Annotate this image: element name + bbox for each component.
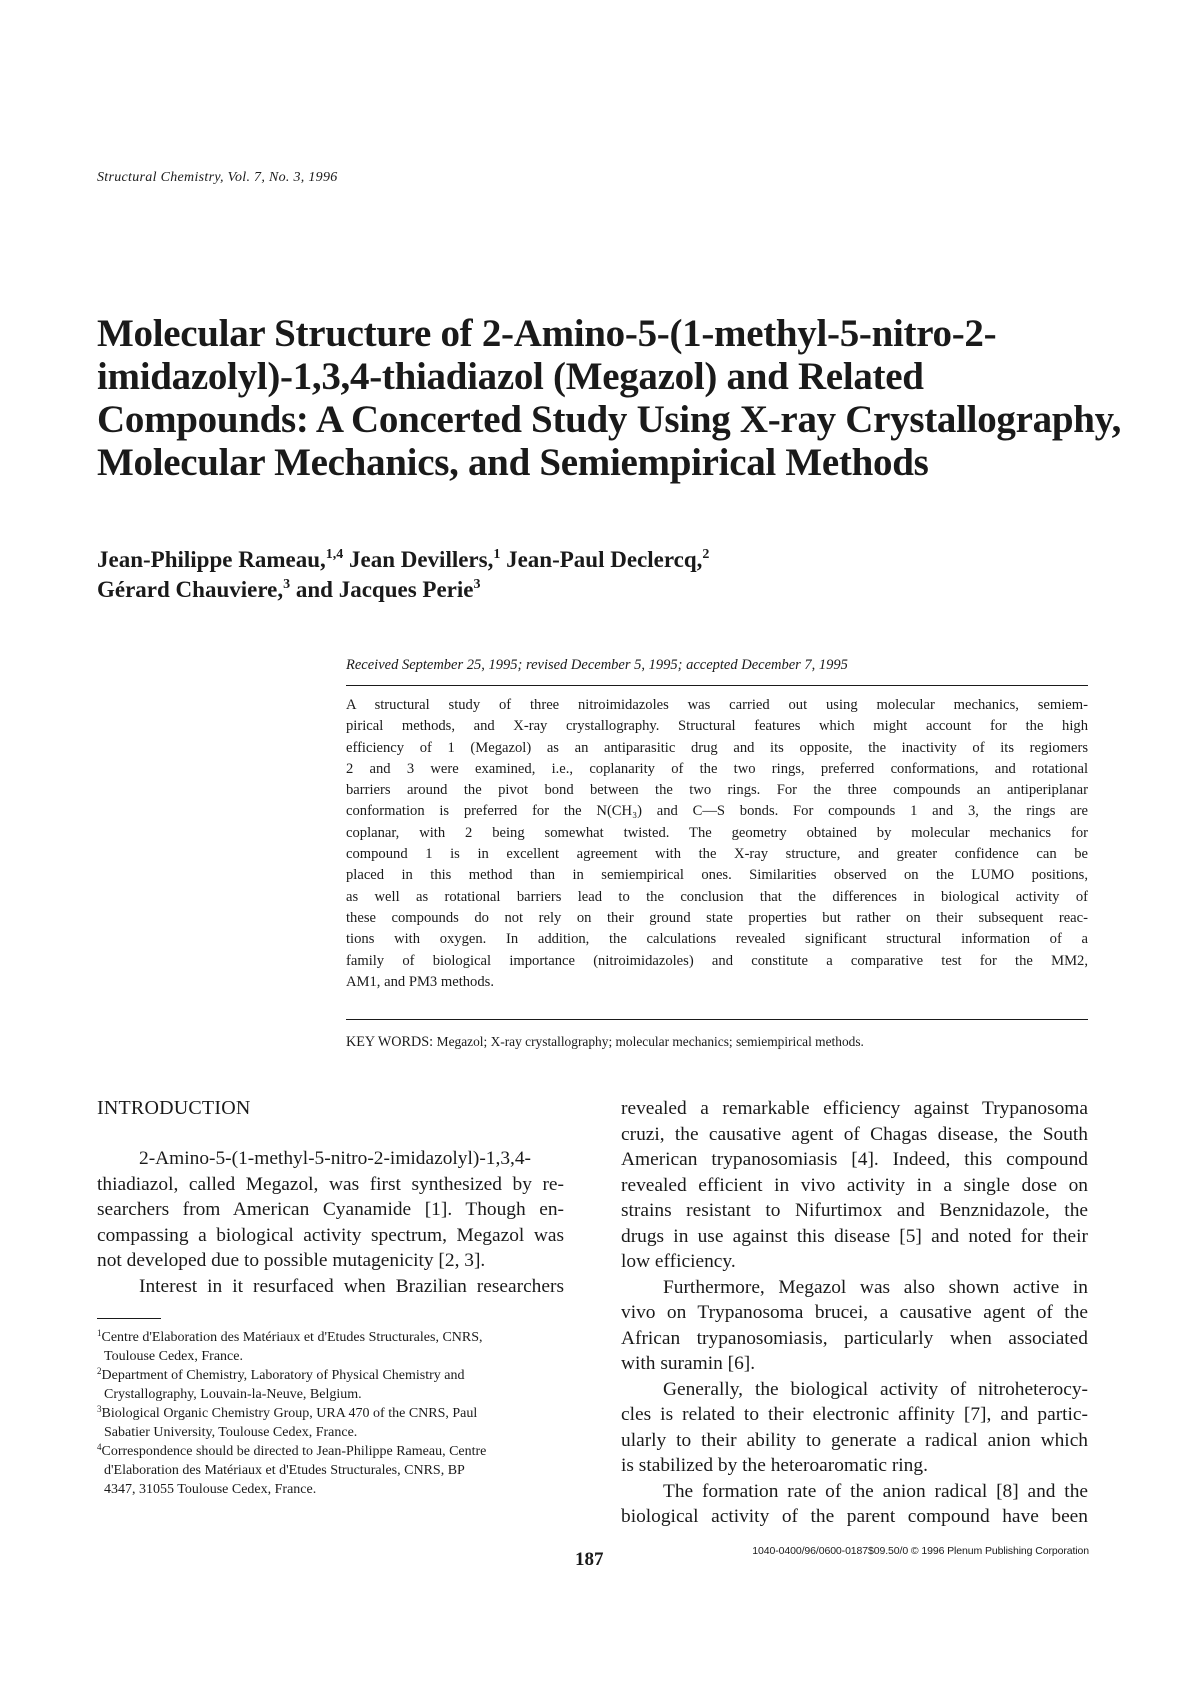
abstract-line: AM1, and PM3 methods. (346, 973, 494, 990)
abstract-line: placed in this method than in semiempirical ones. Similarities observed on the LUMO positions, (346, 867, 1088, 884)
footnote-number: 3 (97, 1404, 102, 1414)
body-line: 2-Amino-5-(1-methyl-5-nitro-2-imidazolyl)-1,3,4- (139, 1148, 532, 1169)
body-line: revealed a remarkable efficiency against Trypanosoma (621, 1098, 1088, 1119)
abstract-line: tions with oxygen. In addition, the calculations revealed significant structural information of a (346, 931, 1088, 948)
page-number: 187 (575, 1549, 604, 1570)
body-line: Interest in it resurfaced when Brazilian researchers (139, 1275, 564, 1297)
abstract-line: barriers around the pivot bond between the two rings. For the three compounds an antiperiplanar (346, 782, 1088, 799)
footnote-number: 2 (97, 1366, 102, 1376)
author-affiliation-mark: 2 (702, 547, 710, 562)
author-name: Jean-Philippe Rameau, (97, 547, 326, 572)
body-line: strains resistant to Nifurtimox and Benznidazole, the (621, 1200, 1088, 1221)
footnote-text: Correspondence should be directed to Jean-Philippe Rameau, Centre (101, 1444, 487, 1459)
footnotes (97, 1328, 567, 1499)
footnote (97, 1404, 567, 1442)
footnote-rule (97, 1318, 161, 1319)
body-line: revealed efficient in vivo activity in a single dose on (621, 1174, 1088, 1196)
abstract-line: A structural study of three nitroimidazoles was carried out using molecular mechanics, semiem- (346, 697, 1088, 713)
abstract (346, 695, 1088, 993)
body-line: thiadiazol, called Megazol, was first synthesized by re- (97, 1173, 564, 1195)
body-line: Generally, the biological activity of nitroheterocy- (663, 1378, 1088, 1400)
body-line: American trypanosomiasis [4]. Indeed, this compound (621, 1149, 1088, 1170)
body-line: biological activity of the parent compound have been (621, 1506, 1088, 1527)
title-line: Compounds: A Concerted Study Using X-ray Crystallography, (97, 398, 1122, 441)
footnote-text: Department of Chemistry, Laboratory of Physical Chemistry and (101, 1368, 465, 1383)
body-line: vivo on Trypanosoma brucei, a causative agent of the (621, 1302, 1088, 1323)
body-line: compassing a biological activity spectrum, Megazol was (97, 1224, 564, 1246)
abstract-line: these compounds do not rely on their ground state properties but rather on their subsequent reac- (346, 909, 1088, 926)
footnote-text: Sabatier University, Toulouse Cedex, France. (104, 1425, 358, 1440)
author-name: Jean Devillers, (348, 547, 494, 572)
abstract-line: compound 1 is in excellent agreement with the X-ray structure, and greater confidence can be (346, 846, 1088, 863)
footnote-text: Centre d'Elaboration des Matériaux et d'Etudes Structurales, CNRS, (101, 1330, 483, 1345)
footnote-text: 4347, 31055 Toulouse Cedex, France. (104, 1482, 317, 1497)
abstract-line: family of biological importance (nitroimidazoles) and constitute a comparative test for the MM2, (346, 952, 1088, 969)
abstract-line: conformation is preferred for the N(CH₃) and C—S bonds. For compounds 1 and 3, the rings are (346, 803, 1088, 820)
abstract-top-rule (346, 685, 1088, 686)
body-line: The formation rate of the anion radical [8] and the (663, 1480, 1088, 1502)
body-line: African trypanosomiasis, particularly when associated (621, 1327, 1088, 1349)
title-line: Molecular Mechanics, and Semiempirical Methods (97, 441, 929, 484)
author-name: Jean-Paul Declercq, (506, 547, 703, 572)
author-list (97, 545, 1097, 605)
body-line: is stabilized by the heteroaromatic ring. (621, 1455, 928, 1476)
footnote-text: Crystallography, Louvain-la-Neuve, Belgium. (104, 1387, 362, 1402)
footnote-text: Biological Organic Chemistry Group, URA 470 of the CNRS, Paul (101, 1406, 478, 1421)
footnote (97, 1442, 567, 1499)
abstract-line: 2 and 3 were examined, i.e., coplanarity of the two rings, preferred conformations, and rotational (346, 760, 1088, 777)
body-line: low efficiency. (621, 1251, 736, 1272)
footnote (97, 1366, 567, 1404)
received-dates: Received September 25, 1995; revised December 5, 1995; accepted December 7, 1995 (346, 657, 848, 673)
abstract-line: as well as rotational barriers lead to the conclusion that the differences in biological activity of (346, 888, 1088, 905)
abstract-bottom-rule (346, 1019, 1088, 1020)
body-line: drugs in use against this disease [5] and noted for their (621, 1225, 1088, 1247)
journal-citation: Structural Chemistry, Vol. 7, No. 3, 1996 (97, 170, 338, 185)
footnote-text: d'Elaboration des Matériaux et d'Etudes Structurales, CNRS, BP (104, 1463, 465, 1478)
body-line: with suramin [6]. (621, 1353, 756, 1374)
body-column-right (621, 1096, 1088, 1530)
footnote-number: 4 (97, 1442, 102, 1452)
body-column-left (97, 1146, 564, 1299)
copyright-line: 1040-0400/96/0600-0187$09.50/0 © 1996 Plenum Publishing Corporation (752, 1545, 1089, 1557)
abstract-line: efficiency of 1 (Megazol) as an antiparasitic drug and its opposite, the inactivity of its regiomers (346, 739, 1088, 756)
body-line: Furthermore, Megazol was also shown active in (663, 1276, 1088, 1298)
body-line: cruzi, the causative agent of Chagas disease, the South (621, 1123, 1088, 1145)
author-affiliation-mark: 1 (493, 547, 501, 562)
author-affiliation-mark: 3 (283, 577, 291, 592)
section-heading-introduction: INTRODUCTION (97, 1097, 251, 1119)
body-line: not developed due to possible mutagenicity [2, 3]. (97, 1250, 486, 1271)
keywords-label: KEY WORDS: (346, 1034, 434, 1050)
footnote-text: Toulouse Cedex, France. (104, 1349, 243, 1364)
body-line: ularly to their ability to generate a radical anion which (621, 1429, 1088, 1451)
author-name: Gérard Chauviere, (97, 577, 284, 602)
abstract-line: pirical methods, and X-ray crystallography. Structural features which might account for the high (346, 718, 1088, 735)
title-line: Molecular Structure of 2-Amino-5-(1-methyl-5-nitro-2- (97, 312, 997, 355)
article-title (97, 312, 1122, 484)
abstract-line: coplanar, with 2 being somewhat twisted. The geometry obtained by molecular mechanics for (346, 824, 1088, 841)
footnote-number: 1 (97, 1328, 102, 1338)
body-line: cles is related to their electronic affinity [7], and partic- (621, 1404, 1088, 1425)
keywords (346, 1034, 864, 1051)
author-affiliation-mark: 3 (473, 577, 481, 592)
footnote (97, 1328, 567, 1366)
keywords-list: Megazol; X-ray crystallography; molecular mechanics; semiempirical methods. (436, 1034, 864, 1049)
author-affiliation-mark: 1,4 (325, 547, 344, 562)
body-line: searchers from American Cyanamide [1]. Though en- (97, 1199, 564, 1220)
title-line: imidazolyl)-1,3,4-thiadiazol (Megazol) and Related (97, 355, 924, 398)
author-name: and Jacques Perie (295, 577, 474, 602)
